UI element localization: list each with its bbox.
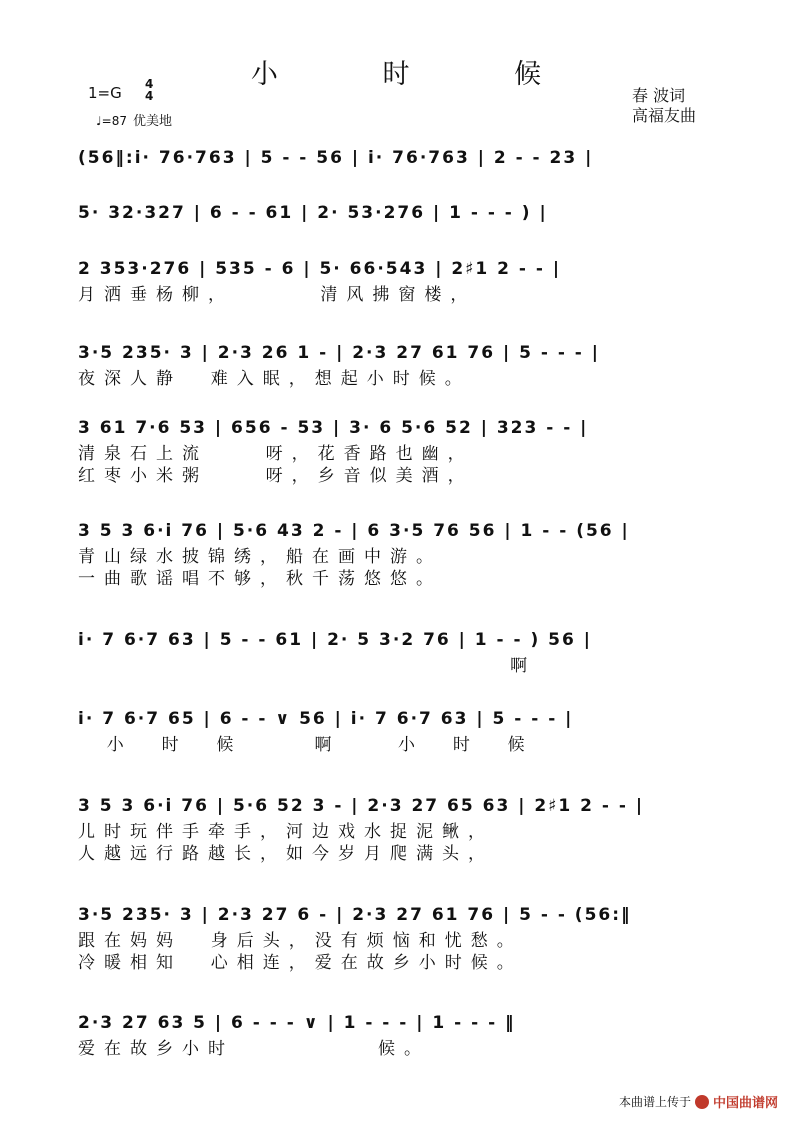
notation-line: 2·3 27 63 5 | 6 - - - ∨ | 1 - - - | 1 - - - ‖ (78, 1013, 516, 1033)
lyric-line: 红枣小米粥 呀，乡音似美酒， (78, 466, 474, 486)
tempo-marking (96, 110, 172, 129)
lyric-line: 一曲歌谣唱不够，秋千荡悠悠。 (78, 569, 442, 589)
notation-line: 5· 32·327 | 6 - - 61 | 2· 53·276 | 1 - - - ) | (78, 203, 548, 223)
time-signature-bottom: 4 (145, 89, 154, 103)
staff-row (78, 338, 718, 390)
lyric-line: 月洒垂杨柳， 清风拂窗楼， (78, 285, 477, 305)
staff-row (78, 900, 718, 974)
notation-line: (56‖:i· 76·763 | 5 - - 56 | i· 76·763 | 2 - - 23 | (78, 148, 594, 168)
time-signature (145, 78, 153, 102)
lyric-line: 青山绿水披锦绣，船在画中游。 (78, 547, 442, 567)
staff-row (78, 625, 718, 677)
time-signature-top: 4 (145, 77, 154, 91)
footer (619, 1092, 778, 1111)
notation-line: 2 353·276 | 535 - 6 | 5· 66·543 | 2♯1 2 - - | (78, 259, 562, 279)
notation-line: i· 7 6·7 63 | 5 - - 61 | 2· 5 3·2 76 | 1 - - ) 56 | (78, 630, 592, 650)
staff-row (78, 198, 718, 228)
lyric-line: 小 时 候 啊 小 时 候 (78, 735, 534, 755)
site-logo-icon (695, 1095, 709, 1109)
mood-marking: 优美地 (132, 114, 172, 129)
notation-line: 3 5 3 6·i 76 | 5·6 43 2 - | 6 3·5 76 56 | 1 - - (56 | (78, 521, 630, 541)
footer-text: 本曲谱上传于 (618, 1095, 691, 1109)
notation-line: 3·5 235· 3 | 2·3 27 6 - | 2·3 27 61 76 | 5 - - (56:‖ (78, 905, 632, 925)
lyric-line: 夜深人静 难入眠，想起小时候。 (78, 369, 471, 389)
credits (632, 86, 696, 126)
staff-row (78, 143, 718, 173)
notation-line: 3 5 3 6·i 76 | 5·6 52 3 - | 2·3 27 65 63 | 2♯1 2 - - | (78, 796, 645, 816)
lyric-line: 冷暖相知 心相连，爱在故乡小时候。 (78, 953, 523, 973)
footer-brand: 中国曲谱网 (712, 1096, 778, 1111)
lyric-line: 跟在妈妈 身后头，没有烦恼和忧愁。 (78, 931, 523, 951)
lyric-line: 儿时玩伴手牵手，河边戏水捉泥鳅， (78, 822, 494, 842)
lyric-line: 啊 (78, 656, 537, 676)
notation-line: 3 61 7·6 53 | 656 - 53 | 3· 6 5·6 52 | 323 - - | (78, 418, 589, 438)
composer: 高福友曲 (631, 106, 696, 125)
lyricist: 春 波词 (631, 86, 686, 105)
lyric-line: 爱在故乡小时 候。 (78, 1039, 431, 1059)
lyric-line: 清泉石上流 呀，花香路也幽， (78, 444, 474, 464)
staff-row (78, 791, 718, 865)
staff-row (78, 1008, 718, 1060)
notation-line: 3·5 235· 3 | 2·3 26 1 - | 2·3 27 61 76 | 5 - - - | (78, 343, 600, 363)
staff-row (78, 254, 718, 306)
tempo-value: ♩=87 (96, 114, 127, 128)
staff-row (78, 413, 718, 487)
staff-row (78, 516, 718, 590)
page-title: 小 时 候 (250, 59, 590, 90)
lyric-line: 人越远行路越长，如今岁月爬满头， (78, 844, 494, 864)
staff-row (78, 704, 718, 756)
key-signature: 1=G (88, 84, 122, 102)
notation-line: i· 7 6·7 65 | 6 - - ∨ 56 | i· 7 6·7 63 | 5 - - - | (78, 709, 574, 729)
